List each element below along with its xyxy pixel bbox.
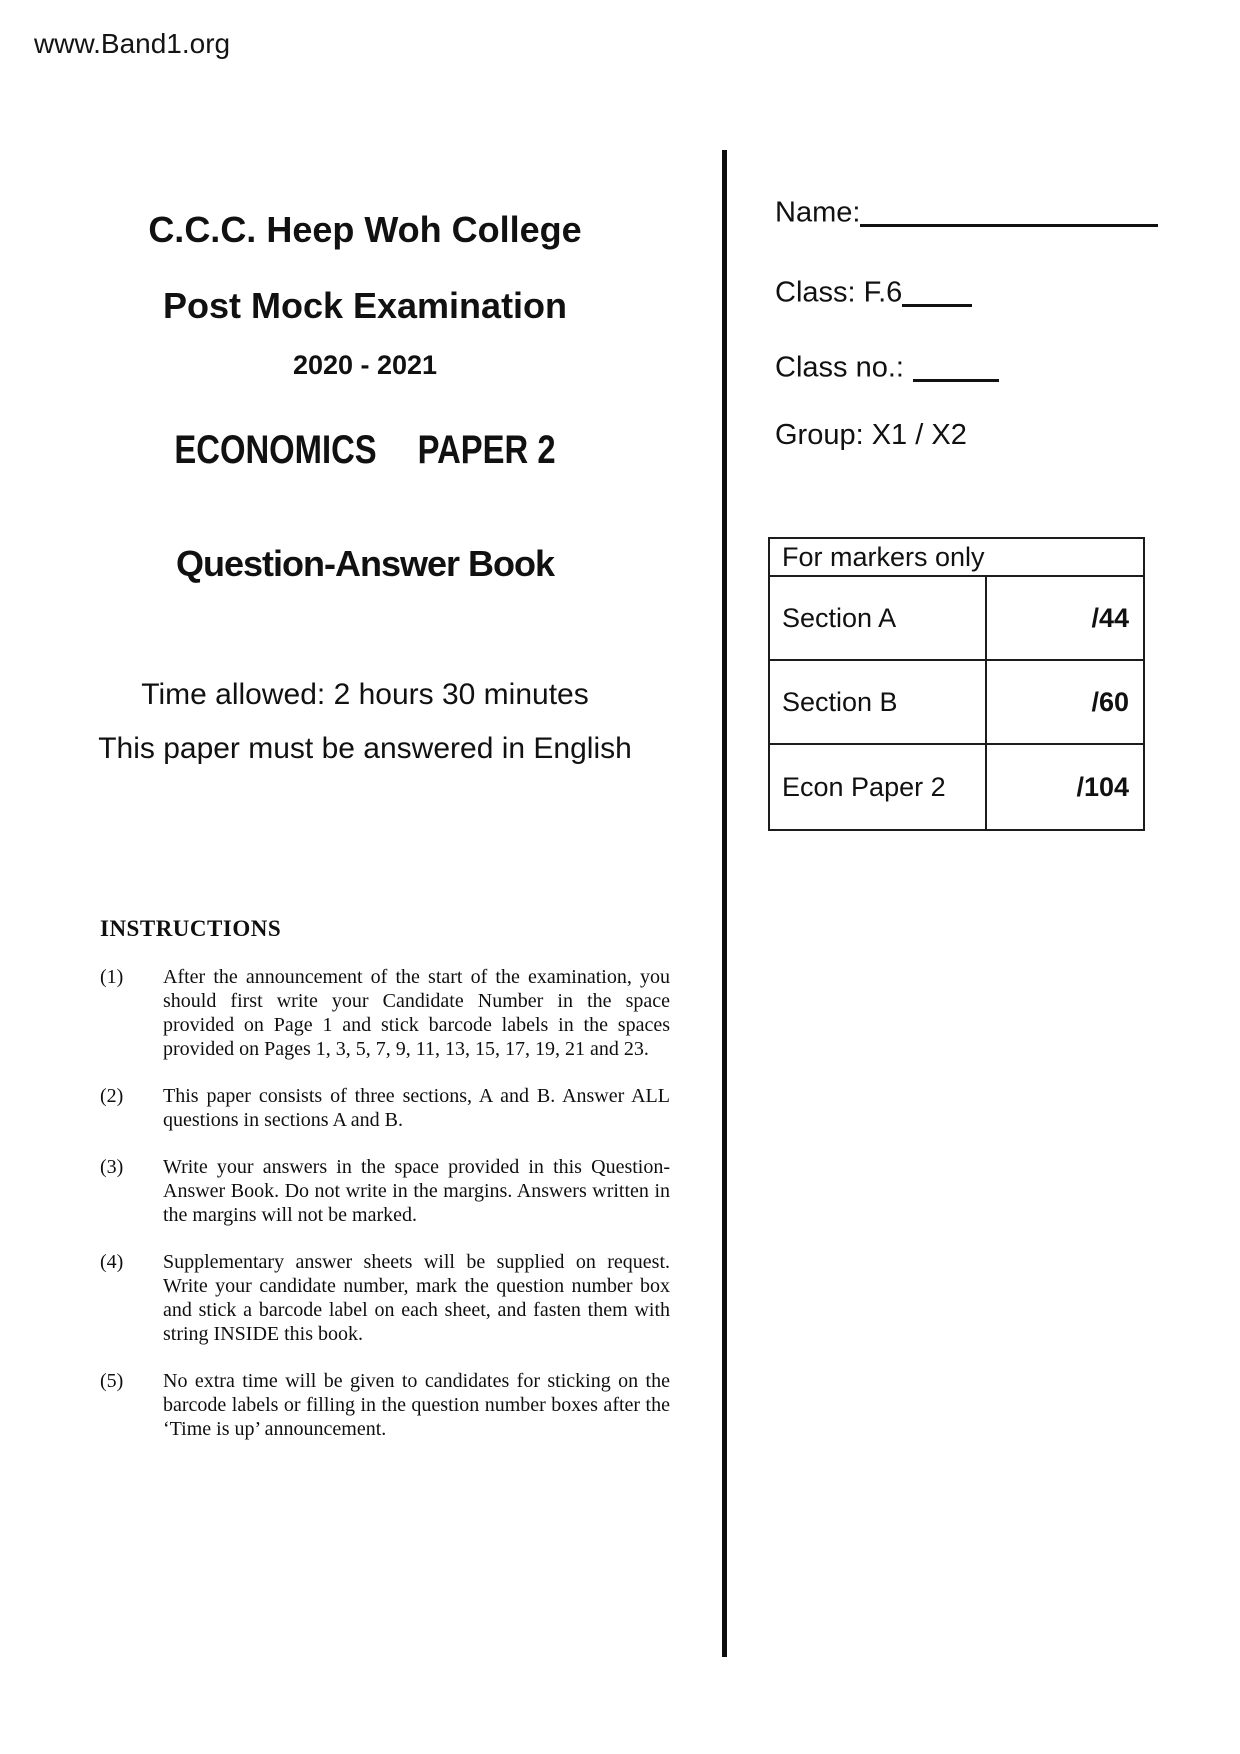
econ-paper-score: /104 (1076, 771, 1129, 802)
class-blank-line (902, 279, 972, 307)
instruction-text: Write your answers in the space provided in this Question-Answer Book. Do not write in the margins. Answers written in the margins will not be marked. (163, 1156, 670, 1226)
name-label: Name: (775, 196, 861, 229)
class-no-blank-line (913, 354, 999, 382)
instruction-item-2 (100, 1084, 672, 1132)
instruction-text: No extra time will be given to candidates for sticking on the barcode labels or filling in the question number boxes after the ‘Time is up’ announcement. (163, 1370, 670, 1440)
econ-paper-label: Econ Paper 2 (770, 745, 987, 829)
instruction-number: (4) (100, 1251, 124, 1273)
exam-year: 2020 - 2021 (292, 350, 438, 380)
instruction-item-1 (100, 965, 672, 1061)
subject-line (119, 427, 611, 473)
class-label: Class: F.6 (775, 276, 903, 309)
instruction-number: (2) (100, 1085, 124, 1107)
book-title: Question-Answer Book (175, 543, 555, 584)
markers-table-title: For markers only (770, 539, 1143, 577)
class-no-label: Class no.: (775, 351, 904, 384)
class-no-field (775, 349, 999, 385)
section-b-score: /60 (1091, 686, 1129, 717)
instruction-number: (1) (100, 966, 124, 988)
instruction-item-4 (100, 1250, 672, 1346)
group-field (775, 418, 967, 453)
section-a-label: Section A (770, 577, 987, 659)
paper-number: PAPER 2 (417, 428, 556, 472)
instruction-text: This paper consists of three sections, A and B. Answer ALL questions in sections A and B. (163, 1085, 670, 1131)
school-name: C.C.C. Heep Woh College (148, 209, 582, 250)
instruction-text: After the announcement of the start of the examination, you should first write your Candidate Number in the space provided on Page 1 and stick barcode labels in the spaces provided on Pages 1, 3, 5, 7, 9, 11, 13, 15, 17, 19, 21 and 23. (163, 966, 670, 1060)
section-b-label: Section B (770, 661, 987, 743)
exam-title: Post Mock Examination (162, 285, 568, 326)
class-field (775, 274, 972, 310)
group-label: Group: X1 / X2 (775, 419, 967, 451)
markers-table (768, 537, 1145, 831)
instruction-item-5 (100, 1369, 672, 1441)
name-field (775, 194, 1158, 230)
instruction-item-3 (100, 1155, 672, 1227)
column-divider (722, 150, 727, 1657)
table-row (770, 745, 1143, 829)
instructions-heading: INSTRUCTIONS (100, 916, 282, 941)
site-watermark: www.Band1.org (34, 28, 231, 59)
instruction-number: (5) (100, 1370, 124, 1392)
name-blank-line (860, 199, 1158, 227)
table-row (770, 577, 1143, 661)
table-row (770, 661, 1143, 745)
instruction-number: (3) (100, 1156, 124, 1178)
subject-name: ECONOMICS (174, 428, 377, 472)
section-a-score: /44 (1091, 602, 1129, 633)
instruction-text: Supplementary answer sheets will be supplied on request. Write your candidate number, mark the question number box and stick a barcode label on each sheet, and fasten them with string INSIDE this book. (163, 1251, 670, 1345)
language-note: This paper must be answered in English (98, 732, 632, 765)
time-allowed-note: Time allowed: 2 hours 30 minutes (141, 678, 589, 711)
instructions-section (100, 916, 672, 1441)
